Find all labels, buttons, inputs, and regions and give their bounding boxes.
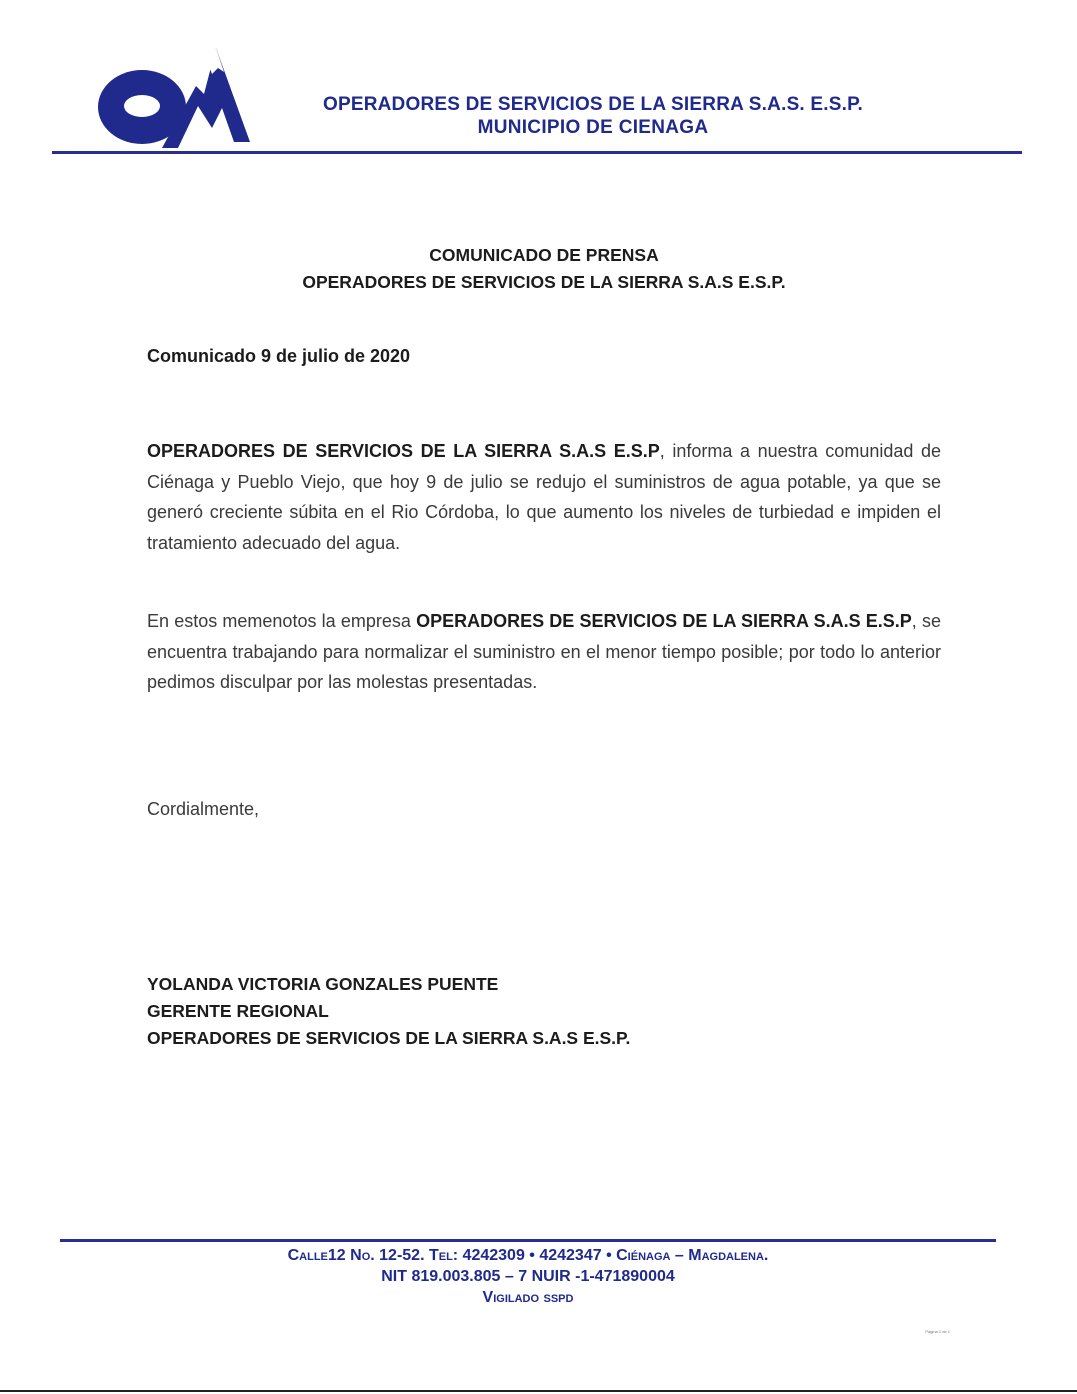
document-title [146,242,942,296]
signatory-company: OPERADORES DE SERVICIOS DE LA SIERRA S.A.S E.S.P. [147,1028,631,1048]
paragraph-2-text-after: , se encuentra trabajando para normalizar el suministro en el menor tiempo posible; por todo lo anterior pedimos disculpar por las molestas presentadas. [147,611,941,692]
footer-divider [60,1239,996,1242]
title-line-1: COMUNICADO DE PRENSA [429,245,659,265]
signatory-name: YOLANDA VICTORIA GONZALES PUENTE [147,974,499,994]
footer-address: Calle12 No. 12-52. Tel: 4242309 • 4242347 • Ciénaga – Magdalena. [287,1247,769,1264]
date-line: Comunicado 9 de julio de 2020 [147,346,411,366]
letterhead-divider [52,151,1022,154]
page-edge [0,1390,1077,1392]
paragraph-2 [147,606,941,698]
footer-vigilado: Vigilado sspd [482,1289,574,1306]
paragraph-1-company: OPERADORES DE SERVICIOS DE LA SIERRA S.A.S E.S.P [147,441,660,461]
closing: Cordialmente, [147,799,260,819]
title-line-2: OPERADORES DE SERVICIOS DE LA SIERRA S.A.S E.S.P. [302,272,786,292]
letterhead-organization: OPERADORES DE SERVICIOS DE LA SIERRA S.A.S. E.S.P. [322,94,863,115]
signature-block [147,971,630,1052]
page-number: Página 1 de 1 [925,1329,950,1334]
paragraph-2-company: OPERADORES DE SERVICIOS DE LA SIERRA S.A.S E.S.P [416,611,912,631]
paragraph-2-text-before: En estos memenotos la empresa [147,611,417,631]
mountain-logo-icon [92,44,262,150]
footer-nit: NIT 819.003.805 – 7 NUIR -1-471890004 [381,1268,675,1285]
paragraph-1-text: , informa a nuestra comunidad de Ciénaga y Pueblo Viejo, que hoy 9 de julio se redujo el suministros de agua potable, ya que se generó creciente súbita en el Rio Córdoba, lo que aumento los niveles de turbiedad e impiden el tratamiento adecuado del agua. [147,441,942,553]
paragraph-1 [147,436,941,558]
signatory-position: GERENTE REGIONAL [147,1001,329,1021]
letterhead-municipality: MUNICIPIO DE CIENAGA [477,117,709,138]
footer [60,1245,996,1308]
